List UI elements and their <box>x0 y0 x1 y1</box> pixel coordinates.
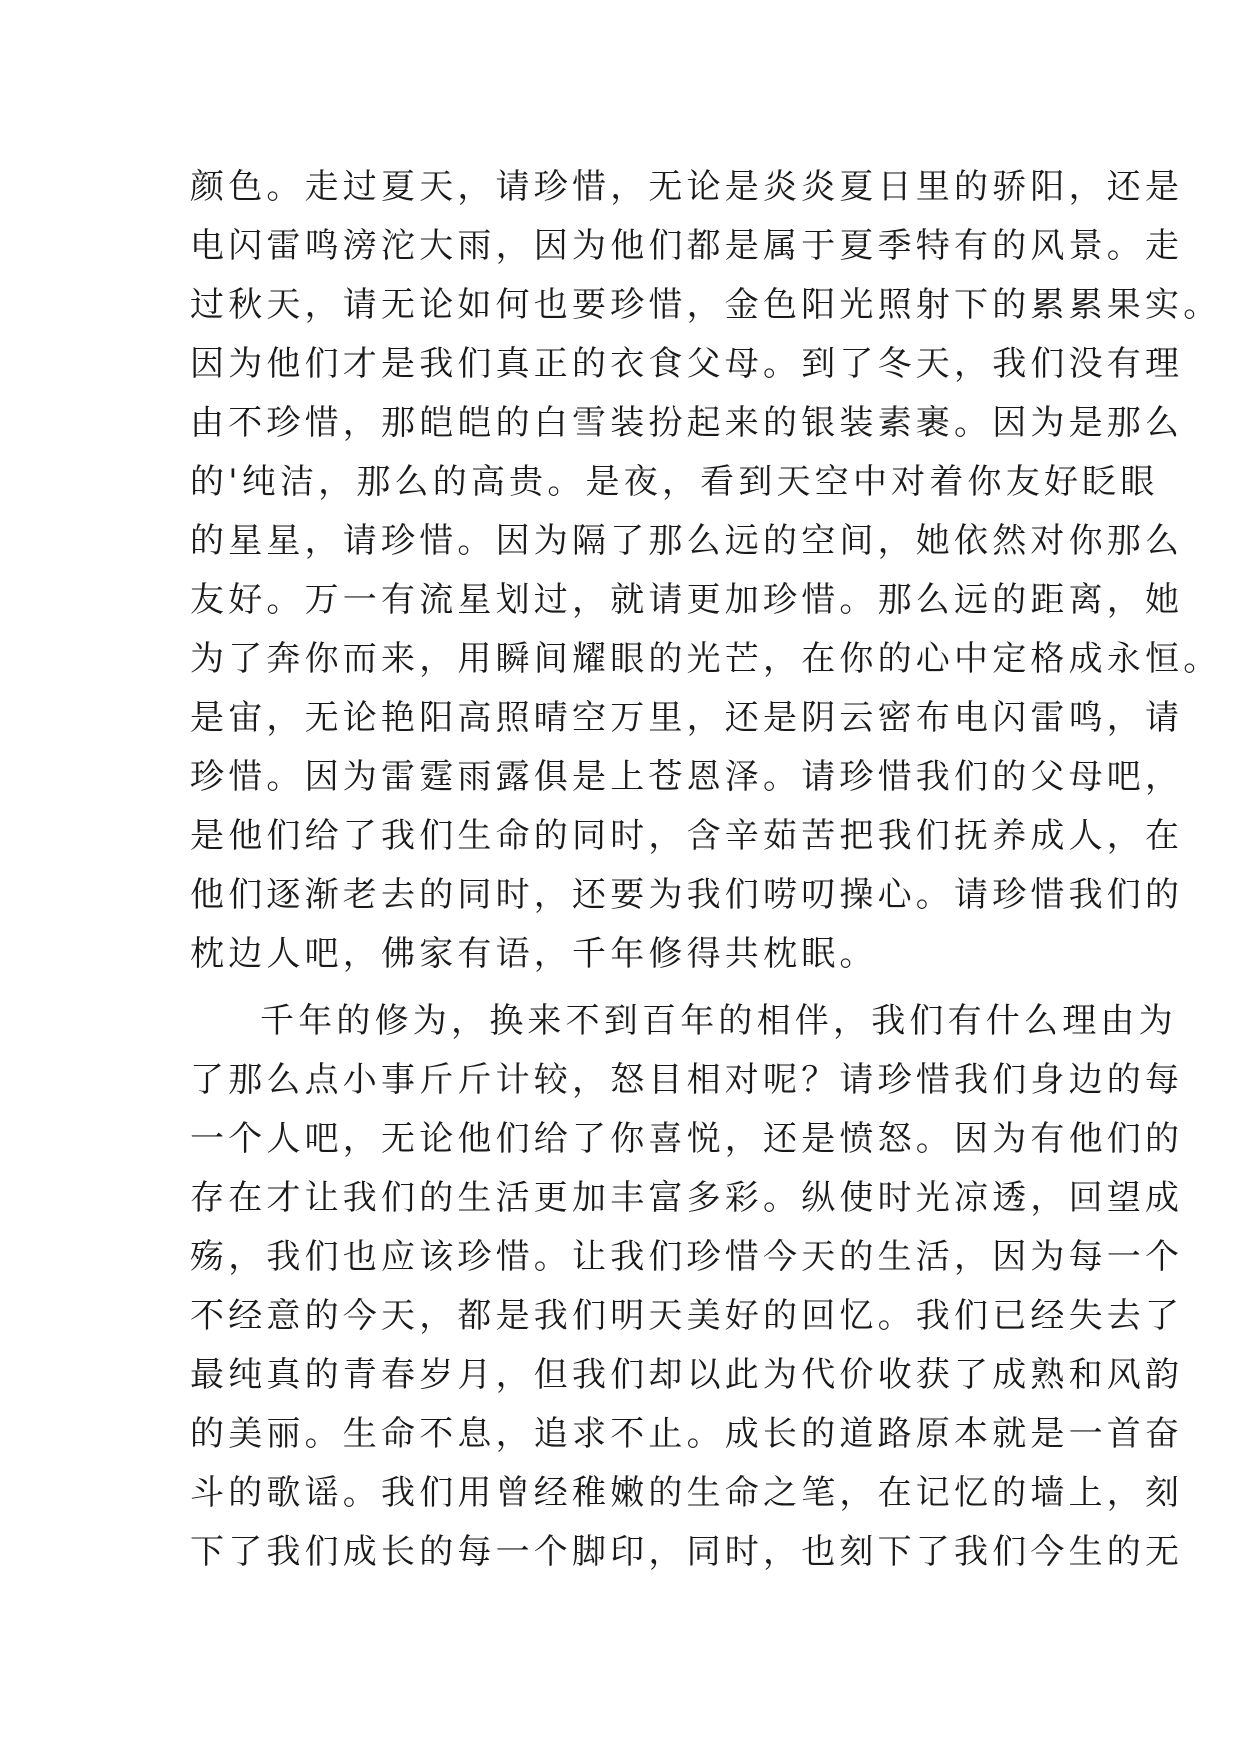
text-line: 的美丽。生命不息，追求不止。成长的道路原本就是一首奋 <box>190 1414 1184 1454</box>
document-body <box>190 158 1222 1582</box>
text-line: 下了我们成长的每一个脚印，同时，也刻下了我们今生的无 <box>190 1532 1184 1572</box>
text-line: 他们逐渐老去的同时，还要为我们唠叨操心。请珍惜我们的 <box>190 875 1184 915</box>
text-line: 了那么点小事斤斤计较，怒目相对呢？请珍惜我们身边的每 <box>190 1060 1184 1100</box>
paragraph-2 <box>190 992 1184 1582</box>
text-line: 不经意的今天，都是我们明天美好的回忆。我们已经失去了 <box>190 1296 1184 1336</box>
text-line: 殇，我们也应该珍惜。让我们珍惜今天的生活，因为每一个 <box>190 1237 1184 1277</box>
text-line: 是宙，无论艳阳高照晴空万里，还是阴云密布电闪雷鸣，请 <box>190 698 1184 738</box>
paragraph-1 <box>190 158 1222 984</box>
paragraph-spacer <box>190 984 1070 992</box>
text-line: 斗的歌谣。我们用曾经稚嫩的生命之笔，在记忆的墙上，刻 <box>190 1473 1184 1513</box>
text-line: 存在才让我们的生活更加丰富多彩。纵使时光凉透，回望成 <box>190 1178 1184 1218</box>
text-line: 一个人吧，无论他们给了你喜悦，还是愤怒。因为有他们的 <box>190 1119 1184 1159</box>
text-line: 友好。万一有流星划过，就请更加珍惜。那么远的距离，她 <box>190 580 1184 620</box>
text-line: 珍惜。因为雷霆雨露俱是上苍恩泽。请珍惜我们的父母吧， <box>190 757 1184 797</box>
text-line: 由不珍惜，那皑皑的白雪装扮起来的银装素裹。因为是那么 <box>190 403 1184 443</box>
text-line: 是他们给了我们生命的同时，含辛茹苦把我们抚养成人，在 <box>190 816 1184 856</box>
text-line: 为了奔你而来，用瞬间耀眼的光芒，在你的心中定格成永恒。 <box>190 639 1222 679</box>
text-line: 最纯真的青春岁月，但我们却以此为代价收获了成熟和风韵 <box>190 1355 1184 1395</box>
text-line: 颜色。走过夏天，请珍惜，无论是炎炎夏日里的骄阳，还是 <box>190 167 1184 207</box>
text-line: 千年的修为，换来不到百年的相伴，我们有什么理由为 <box>260 1001 1177 1041</box>
text-line: 的星星，请珍惜。因为隔了那么远的空间，她依然对你那么 <box>190 521 1184 561</box>
text-line: 过秋天，请无论如何也要珍惜，金色阳光照射下的累累果实。 <box>190 285 1222 325</box>
text-line: 电闪雷鸣滂沱大雨，因为他们都是属于夏季特有的风景。走 <box>190 226 1184 266</box>
text-line: 的'纯洁，那么的高贵。是夜，看到天空中对着你友好眨眼 <box>190 462 1159 502</box>
text-line: 枕边人吧，佛家有语，千年修得共枕眠。 <box>190 934 878 974</box>
text-line: 因为他们才是我们真正的衣食父母。到了冬天，我们没有理 <box>190 344 1184 384</box>
